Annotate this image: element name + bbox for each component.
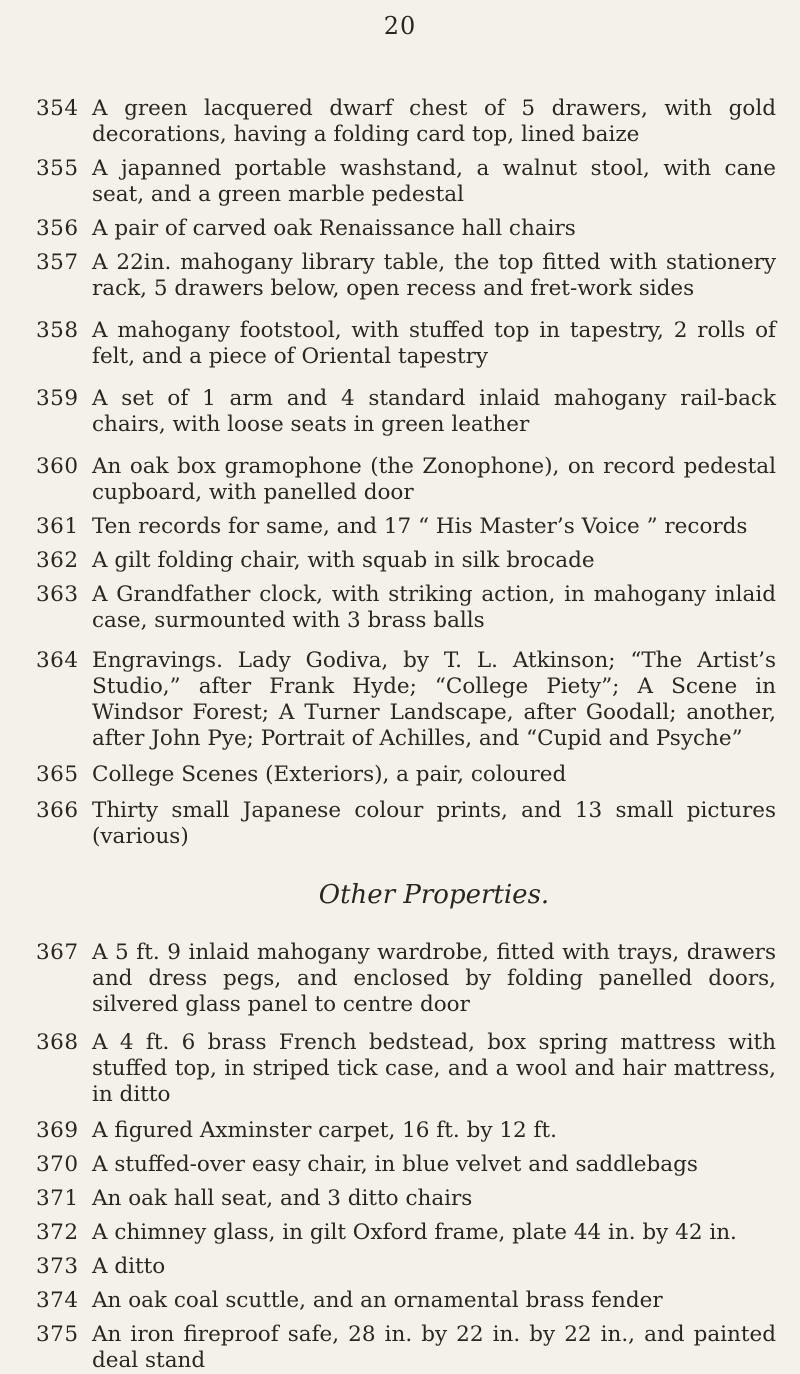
lot-number: 375 [36, 1322, 79, 1347]
lot-entry [36, 1254, 776, 1280]
lot-entry [36, 318, 776, 370]
lot-entry [36, 762, 776, 788]
lot-description: An oak hall seat, and 3 ditto chairs [92, 1186, 473, 1211]
lot-entry [36, 1220, 776, 1246]
lot-entry [36, 582, 776, 634]
lot-description: A gilt folding chair, with squab in silk brocade [92, 548, 595, 573]
lot-entry [36, 514, 776, 540]
lot-number: 366 [36, 798, 79, 823]
lot-description: Engravings. Lady Godiva, by T. L. Atkinson; “The Artist’s Studio,” after Frank Hyde; “College Piety”; A Scene in Windsor Forest; A Turner Landscape, after Goodall; another, after John Pye; Portrait of Achilles, and “Cupid and Psyche” [92, 648, 776, 751]
lot-entry [36, 548, 776, 574]
lot-entry [36, 940, 776, 1018]
lot-entry [36, 386, 776, 438]
lot-number: 367 [36, 940, 79, 965]
lot-entry [36, 1322, 776, 1374]
lot-description: A figured Axminster carpet, 16 ft. by 12 ft. [92, 1118, 557, 1143]
lot-description: An iron fireproof safe, 28 in. by 22 in. by 22 in., and painted deal stand [92, 1322, 776, 1373]
lot-entry [36, 1030, 776, 1108]
lot-number: 360 [36, 454, 79, 479]
lot-entry [36, 1186, 776, 1212]
lot-number: 357 [36, 250, 79, 275]
lot-number: 368 [36, 1030, 79, 1055]
lot-entry [36, 1152, 776, 1178]
lot-description: Thirty small Japanese colour prints, and 13 small pictures (various) [92, 798, 776, 849]
lot-entry [36, 454, 776, 506]
lot-description: A 5 ft. 9 inlaid mahogany wardrobe, fitted with trays, drawers and dress pegs, and enclosed by folding panelled doors, silvered glass panel to centre door [92, 940, 776, 1017]
lot-description: An oak coal scuttle, and an ornamental brass fender [92, 1288, 663, 1313]
lot-description: A Grandfather clock, with striking action, in mahogany inlaid case, surmounted with 3 brass balls [92, 582, 776, 633]
lot-number: 358 [36, 318, 79, 343]
lot-number: 370 [36, 1152, 79, 1177]
lot-description: A chimney glass, in gilt Oxford frame, plate 44 in. by 42 in. [92, 1220, 737, 1245]
lot-list [36, 96, 776, 1374]
lot-description: A mahogany footstool, with stuffed top in tapestry, 2 rolls of felt, and a piece of Oriental tapestry [92, 318, 776, 369]
lot-entry [36, 648, 776, 752]
lot-number: 364 [36, 648, 79, 673]
lot-number: 354 [36, 96, 79, 121]
lot-number: 359 [36, 386, 79, 411]
lot-entry [36, 1118, 776, 1144]
lot-description: An oak box gramophone (the Zonophone), on record pedestal cupboard, with panelled door [92, 454, 776, 505]
lot-description: A 22in. mahogany library table, the top fitted with stationery rack, 5 drawers below, open recess and fret-work sides [92, 250, 776, 301]
lot-entry [36, 156, 776, 208]
lot-entry [36, 216, 776, 242]
lot-description: College Scenes (Exteriors), a pair, coloured [92, 762, 567, 787]
lot-number: 372 [36, 1220, 79, 1245]
lot-number: 355 [36, 156, 79, 181]
lot-description: A pair of carved oak Renaissance hall chairs [92, 216, 576, 241]
lot-number: 362 [36, 548, 79, 573]
lot-number: 373 [36, 1254, 79, 1279]
lot-description: A 4 ft. 6 brass French bedstead, box spring mattress with stuffed top, in striped tick case, and a wool and hair mattress, in ditto [92, 1030, 776, 1107]
lot-entry [36, 1288, 776, 1314]
lot-number: 371 [36, 1186, 79, 1211]
lot-description: A japanned portable washstand, a walnut stool, with cane seat, and a green marble pedestal [92, 156, 776, 207]
lot-number: 374 [36, 1288, 79, 1313]
lot-entry [36, 798, 776, 850]
section-heading: Other Properties. [318, 880, 550, 910]
lot-number: 363 [36, 582, 79, 607]
lot-number: 356 [36, 216, 79, 241]
lot-description: A set of 1 arm and 4 standard inlaid mahogany rail-back chairs, with loose seats in green leather [92, 386, 776, 437]
page-number: 20 [383, 12, 417, 40]
lot-description: Ten records for same, and 17 “ His Master’s Voice ” records [92, 514, 748, 539]
lot-description: A green lacquered dwarf chest of 5 drawers, with gold decorations, having a folding card top, lined baize [92, 96, 776, 147]
lot-description: A ditto [92, 1254, 166, 1279]
lot-number: 361 [36, 514, 79, 539]
lot-number: 365 [36, 762, 79, 787]
lot-description: A stuffed-over easy chair, in blue velvet and saddlebags [92, 1152, 698, 1177]
lot-number: 369 [36, 1118, 79, 1143]
lot-entry [36, 250, 776, 302]
lot-entry [36, 96, 776, 148]
